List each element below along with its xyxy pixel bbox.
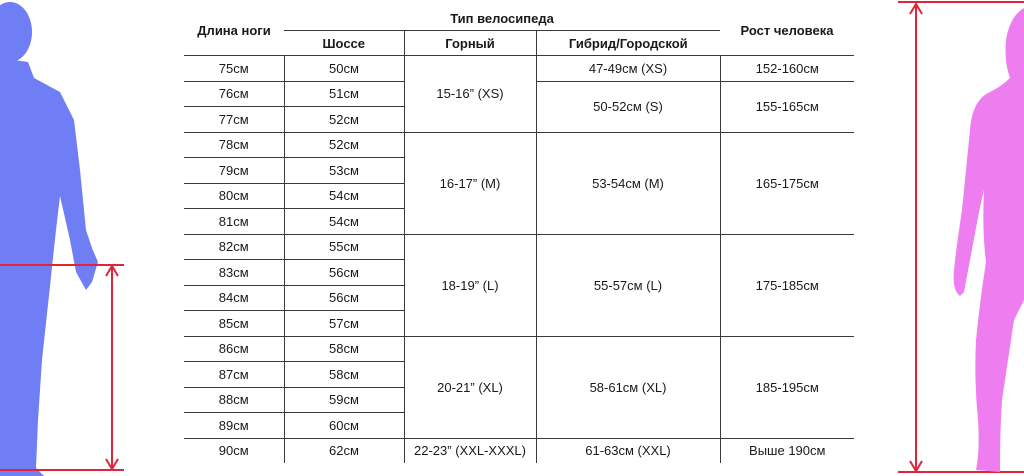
- height-cell: 165-175см: [720, 132, 854, 234]
- leg-cell: 89см: [184, 413, 284, 439]
- hybrid-cell: 53-54см (M): [536, 132, 720, 234]
- road-cell: 56см: [284, 260, 404, 286]
- hybrid-cell: 61-63см (XXL): [536, 438, 720, 463]
- table-row: [184, 234, 854, 260]
- header-height: Рост человека: [720, 6, 854, 56]
- mountain-cell: 22-23” (XXL-XXXL): [404, 438, 536, 463]
- hybrid-cell: 50-52см (S): [536, 81, 720, 132]
- mountain-cell: 15-16” (XS): [404, 56, 536, 133]
- table-row: [184, 438, 854, 463]
- leg-cell: 88см: [184, 387, 284, 413]
- road-cell: 52см: [284, 132, 404, 158]
- leg-cell: 81см: [184, 209, 284, 235]
- leg-cell: 90см: [218, 443, 249, 459]
- mountain-cell: 20-21” (XL): [404, 336, 536, 438]
- hybrid-cell: 55-57см (L): [536, 234, 720, 336]
- header-hybrid: Гибрид/Городской: [536, 31, 720, 56]
- header-mountain: Горный: [404, 31, 536, 56]
- leg-cell: 86см: [184, 336, 284, 362]
- mountain-cell: 18-19” (L): [404, 234, 536, 336]
- road-cell: 56см: [284, 285, 404, 311]
- road-cell: 50см: [284, 56, 404, 82]
- road-cell: 58см: [284, 362, 404, 388]
- bike-size-table: [184, 6, 854, 463]
- leg-cell: 76см: [184, 81, 284, 107]
- hybrid-cell: 58-61см (XL): [536, 336, 720, 438]
- road-cell: 51см: [284, 81, 404, 107]
- female-silhouette: [890, 0, 1024, 476]
- height-cell: 185-195см: [720, 336, 854, 438]
- road-cell: 54см: [284, 209, 404, 235]
- leg-cell: 78см: [184, 132, 284, 158]
- leg-cell: 83см: [184, 260, 284, 286]
- height-cell: 155-165см: [720, 81, 854, 132]
- road-cell: 53см: [284, 158, 404, 184]
- road-cell: 54см: [284, 183, 404, 209]
- road-cell: 52см: [284, 107, 404, 133]
- header-leg-length: Длина ноги: [184, 6, 284, 56]
- mountain-cell: 16-17” (M): [404, 132, 536, 234]
- road-cell: 60см: [284, 413, 404, 439]
- header-road: Шоссе: [284, 31, 404, 56]
- header-bike-type: Тип велосипеда: [284, 6, 720, 31]
- leg-cell: 80см: [184, 183, 284, 209]
- height-cell: 152-160см: [720, 56, 854, 82]
- road-cell: 55см: [284, 234, 404, 260]
- leg-cell: 77см: [184, 107, 284, 133]
- road-cell: 58см: [284, 336, 404, 362]
- road-cell: 57см: [284, 311, 404, 337]
- height-cell: 175-185см: [720, 234, 854, 336]
- road-cell: 59см: [284, 387, 404, 413]
- hybrid-cell: 47-49см (XS): [536, 56, 720, 82]
- leg-cell: 84см: [184, 285, 284, 311]
- leg-cell: 85см: [184, 311, 284, 337]
- height-cell: Выше 190см: [720, 438, 854, 463]
- table-row: [184, 132, 854, 158]
- leg-cell: 82см: [184, 234, 284, 260]
- road-cell: 62см: [284, 438, 404, 463]
- leg-cell: 75см: [184, 56, 284, 82]
- male-silhouette: [0, 0, 130, 476]
- leg-cell: 87см: [184, 362, 284, 388]
- leg-cell: 79см: [184, 158, 284, 184]
- table-row: [184, 56, 854, 82]
- table-row: [184, 336, 854, 362]
